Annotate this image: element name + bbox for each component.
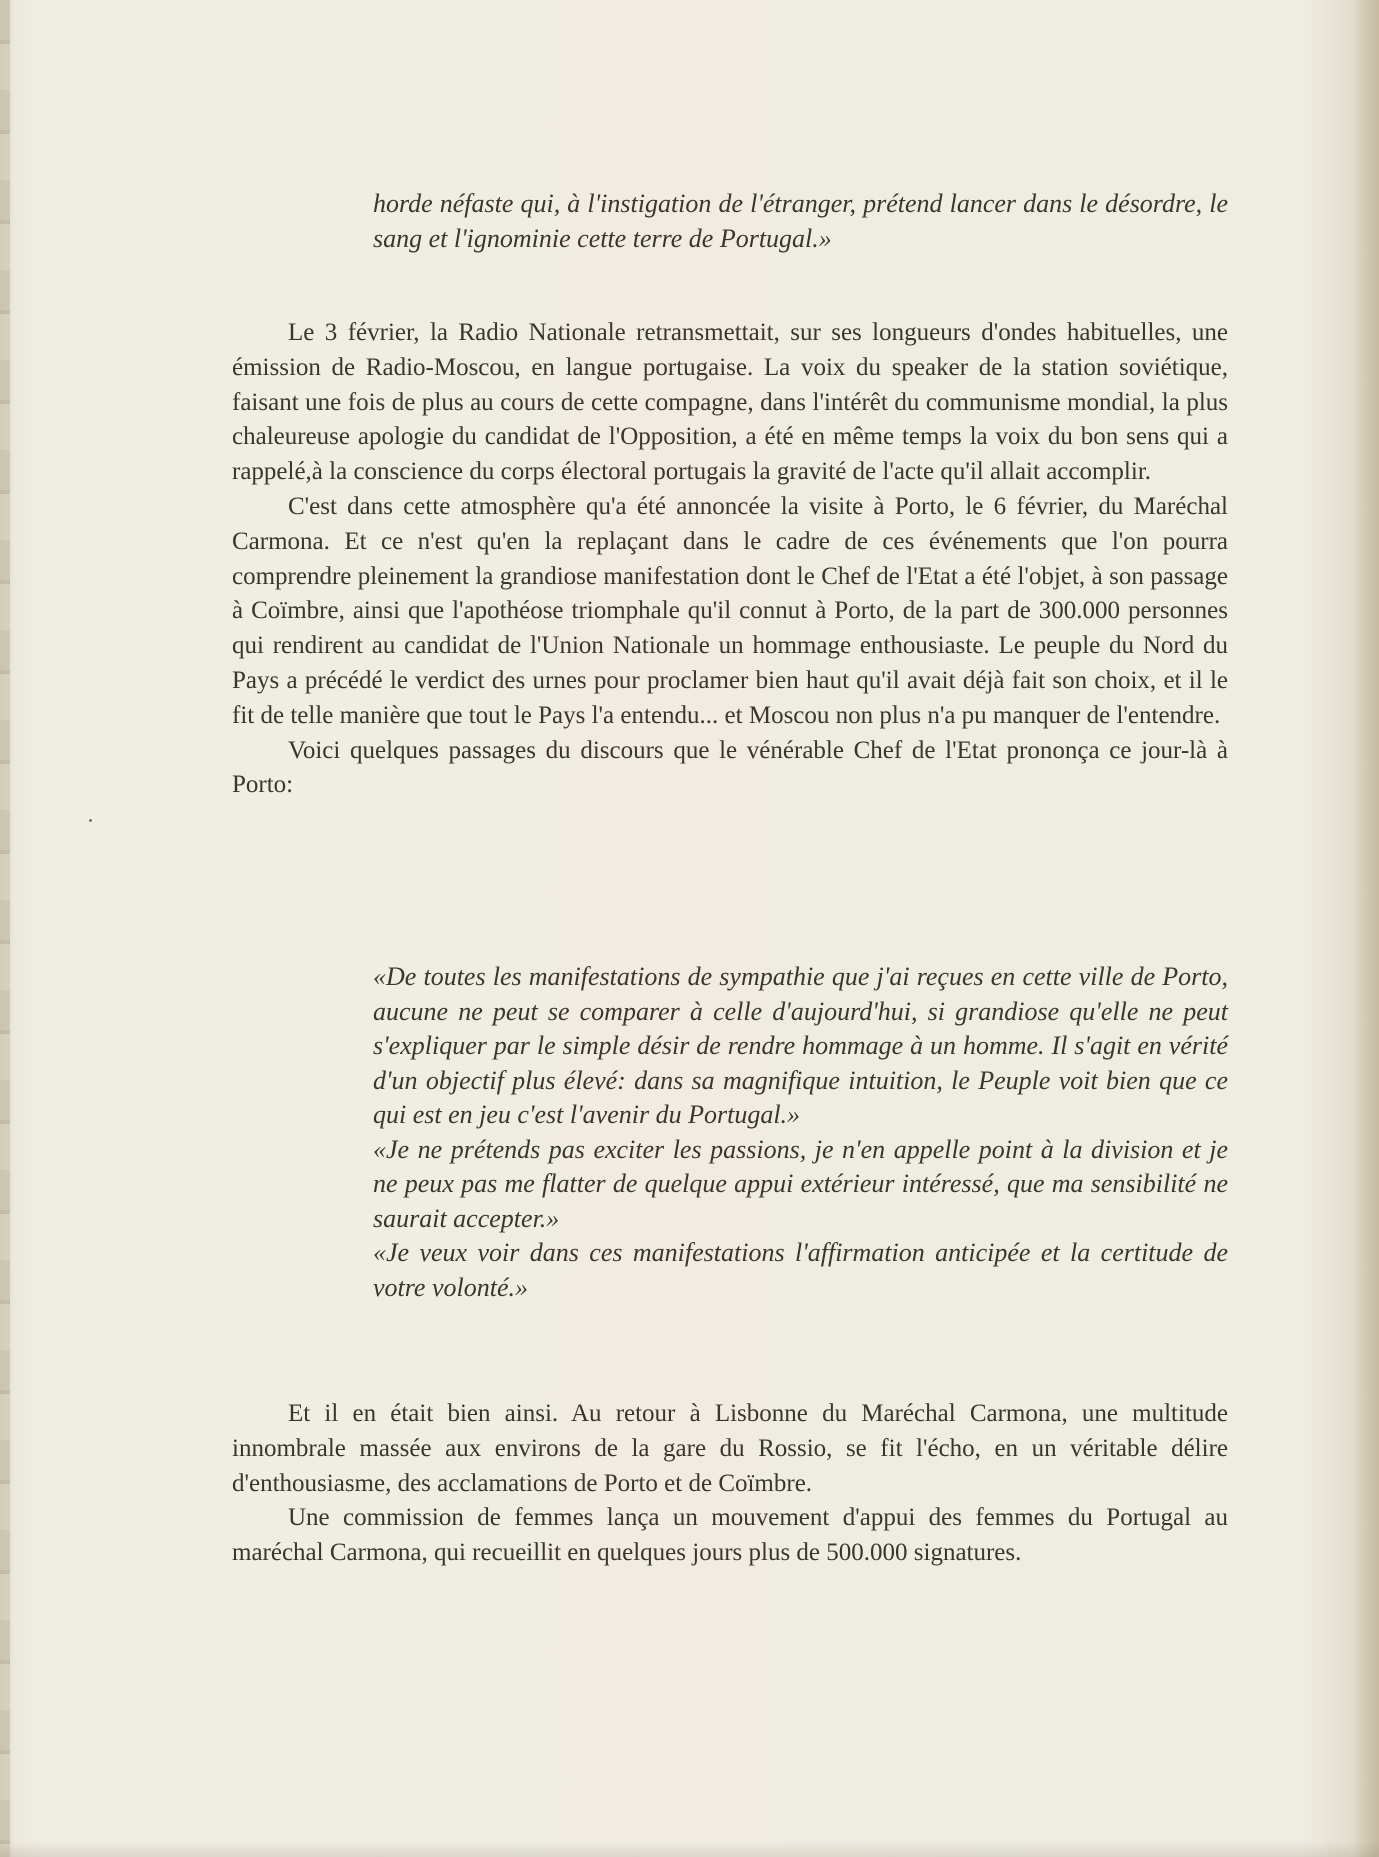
- paragraph-radio-moscou: Le 3 février, la Radio Nationale retransmettait, sur ses longueurs d'ondes habituelles, une émission de Radio-Moscou, en langue portugaise. La voix du speaker de la station soviétique, faisant une fois de plus au cours de cette compagne, dans l'intérêt du communisme mondial, la plus chaleureuse apologie du candidat de l'Opposition, a été en même temps la voix du bon sens qui a rappelé,à la conscience du corps électoral portugais la gravité de l'acte qu'il allait accomplir.: [232, 319, 1228, 486]
- paper-speck: [89, 819, 92, 822]
- paragraph-speech-intro: Voici quelques passages du discours que le vénérable Chef de l'Etat prononça ce jour-là à Porto:: [232, 736, 1228, 799]
- body-text-part1: [232, 316, 1228, 803]
- binding-edge: [0, 0, 10, 1857]
- paragraph-women-commission: Une commission de femmes lança un mouvement d'appui des femmes du Portugal au maréchal Carmona, qui recueillit en quelques jours plus de 500.000 signatures.: [232, 1504, 1228, 1567]
- speech-quote: «De toutes les manifestations de sympathie que j'ai reçues en cette ville de Porto, aucune ne peut se comparer à celle d'aujourd'hui, si grandiose qu'elle ne peut s'expliquer par le simple désir de rendre hommage à un homme. Il s'agit en vérité d'un objectif plus élevé: dans sa magnifique intuition, le Peuple voit bien que ce qui est en jeu c'est l'avenir du Portugal.»: [373, 962, 1228, 1129]
- body-text-part2: [232, 1397, 1228, 1571]
- speech-quotes-block: [373, 960, 1228, 1305]
- paragraph-lisbon-return: Et il en était bien ainsi. Au retour à Lisbonne du Maréchal Carmona, une multitude innombrale massée aux environs de la gare du Rossio, se fit l'écho, en un véritable délire d'enthousiasme, des acclamations de Porto et de Coïmbre.: [232, 1400, 1228, 1497]
- paragraph-porto-visit: C'est dans cette atmosphère qu'a été annoncée la visite à Porto, le 6 février, du Maréchal Carmona. Et ce n'est qu'en la replaçant dans le cadre de ces événements que l'on pourra comprendre pleinement la grandiose manifestation dont le Chef de l'Etat a été l'objet, à son passage à Coïmbre, ainsi que l'apothéose triomphale qu'il connut à Porto, de la part de 300.000 personnes qui rendirent au candidat de l'Union Nationale un hommage enthousiaste. Le peuple du Nord du Pays a précédé le verdict des urnes pour proclamer bien haut qu'il avait déjà fait son choix, et il le fit de telle manière que tout le Pays l'a entendu... et Moscou non plus n'a pu manquer de l'entendre.: [232, 492, 1228, 729]
- speech-quote: «Je ne prétends pas exciter les passions, je n'en appelle point à la division et je ne peux pas me flatter de quelque appui extérieur intéressé, que ma sensibilité ne saurait accepter.»: [373, 1134, 1228, 1233]
- opening-quote: horde néfaste qui, à l'instigation de l'étranger, prétend lancer dans le désordre, le sang et l'ignominie cette terre de Portugal.»: [373, 189, 1228, 253]
- speech-quote: «Je veux voir dans ces manifestations l'affirmation anticipée et la certitude de votre volonté.»: [373, 1238, 1228, 1302]
- page-edge-shadow: [1351, 0, 1379, 1857]
- opening-quote-block: [373, 187, 1228, 256]
